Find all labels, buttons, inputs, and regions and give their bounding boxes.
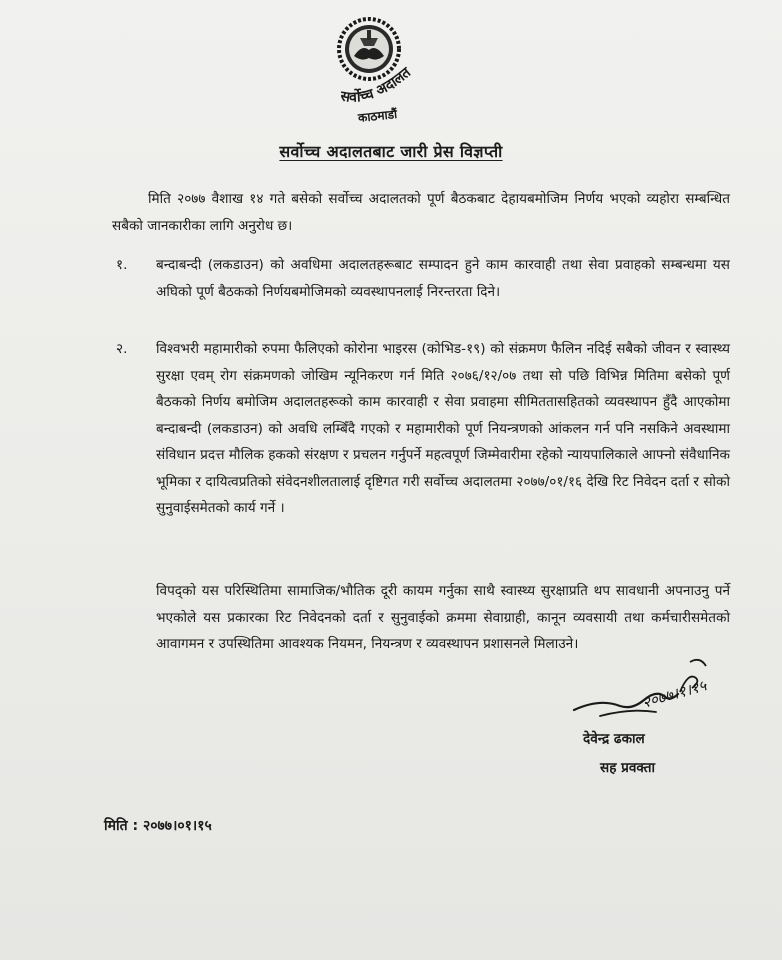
page-title: सर्वोच्च अदालतबाट जारी प्रेस विज्ञप्ती bbox=[279, 142, 503, 161]
handwritten-date: २०७७।१।१५ bbox=[640, 676, 709, 712]
list-item-text: बन्दाबन्दी (लकडाउन) को अवधिमा अदालतहरूबाट सम्पादन हुने काम कारवाही तथा सेवा प्रवाहको सम्बन्धमा यस अघिको पूर्ण बैठकको निर्णयबमोजिमको व्यवस्थापनलाई निरन्तरता दिने। bbox=[156, 257, 730, 300]
list-item-number: २. bbox=[116, 341, 128, 357]
seal-arc-text: सर्वोच्च अदालत bbox=[339, 64, 414, 106]
handwritten-signature bbox=[560, 648, 770, 728]
closing-paragraph: विपद्को यस परिस्थितिमा सामाजिक/भौतिक दूरी कायम गर्नुका साथै स्वास्थ्य सुरक्षाप्रति थप सावधानी अपनाउनु पर्ने भएकोले यस प्रकारका रिट निवेदनको दर्ता र सुनुवाईको क्रममा सेवाग्राही, कानून व्यवसायी तथा कर्मचारीसमेतको आवागमन र उपस्थितिमा आवश्यक नियमन, नियन्त्रण र व्यवस्थापन प्रशासनले मिलाउने। bbox=[156, 583, 730, 652]
signatory-name: देवेन्द्र ढकाल bbox=[583, 731, 645, 747]
intro-paragraph: मिति २०७७ वैशाख १४ गते बसेको सर्वोच्च अदालतको पूर्ण बैठकबाट देहायबमोजिम निर्णय भएको व्यहोरा सम्बन्धित सबैको जानकारीका लागि अनुरोध छ। bbox=[112, 191, 730, 234]
list-item bbox=[112, 336, 730, 522]
issue-date: मिति : २०७७।०१।१५ bbox=[104, 818, 212, 834]
signatory-role: सह प्रवक्ता bbox=[600, 760, 655, 776]
list-item-number: १. bbox=[116, 257, 128, 273]
list-item-text: विश्वभरी महामारीको रुपमा फैलिएको कोरोना भाइरस (कोभिड-१९) को संक्रमण फैलिन नदिई सबैको जीवन र स्वास्थ्य सुरक्षा एवम् रोग संक्रमणको जोखिम न्यूनिकरण गर्न मिति २०७६/१२/०७ तथा सो पछि विभिन्न मितिमा बसेको पूर्ण बैठकको निर्णय बमोजिम अदालतहरूको काम कारवाही र सेवा प्रवाहमा सीमिततासहितको व्यवस्थापन हुँदै आएकोमा बन्दाबन्दी (लकडाउन) को अवधि लम्बिँदै गएको र महामारीको पूर्ण नियन्त्रणको आंकलन गर्न पनि नसकिने अवस्थामा संविधान प्रदत्त मौलिक हकको संरक्षण र प्रचलन गर्नुपर्ने महत्वपूर्ण जिम्मेवारीमा रहेको न्यायपालिकाले आफ्नो संवैधानिक भूमिका र दायित्वप्रतिको संवेदनशीलतालाई दृष्टिगत गरी सर्वोच्च अदालतमा २०७७/०१/१६ देखि रिट निवेदन दर्ता र सोको सुनुवाईसमेतको कार्य गर्ने । bbox=[156, 341, 730, 516]
svg-text:सर्वोच्च अदालत bbox=[338, 64, 414, 106]
seal-city-text: काठमाडौं bbox=[357, 107, 398, 125]
court-seal-lettering bbox=[318, 40, 448, 125]
list-item bbox=[112, 252, 730, 305]
